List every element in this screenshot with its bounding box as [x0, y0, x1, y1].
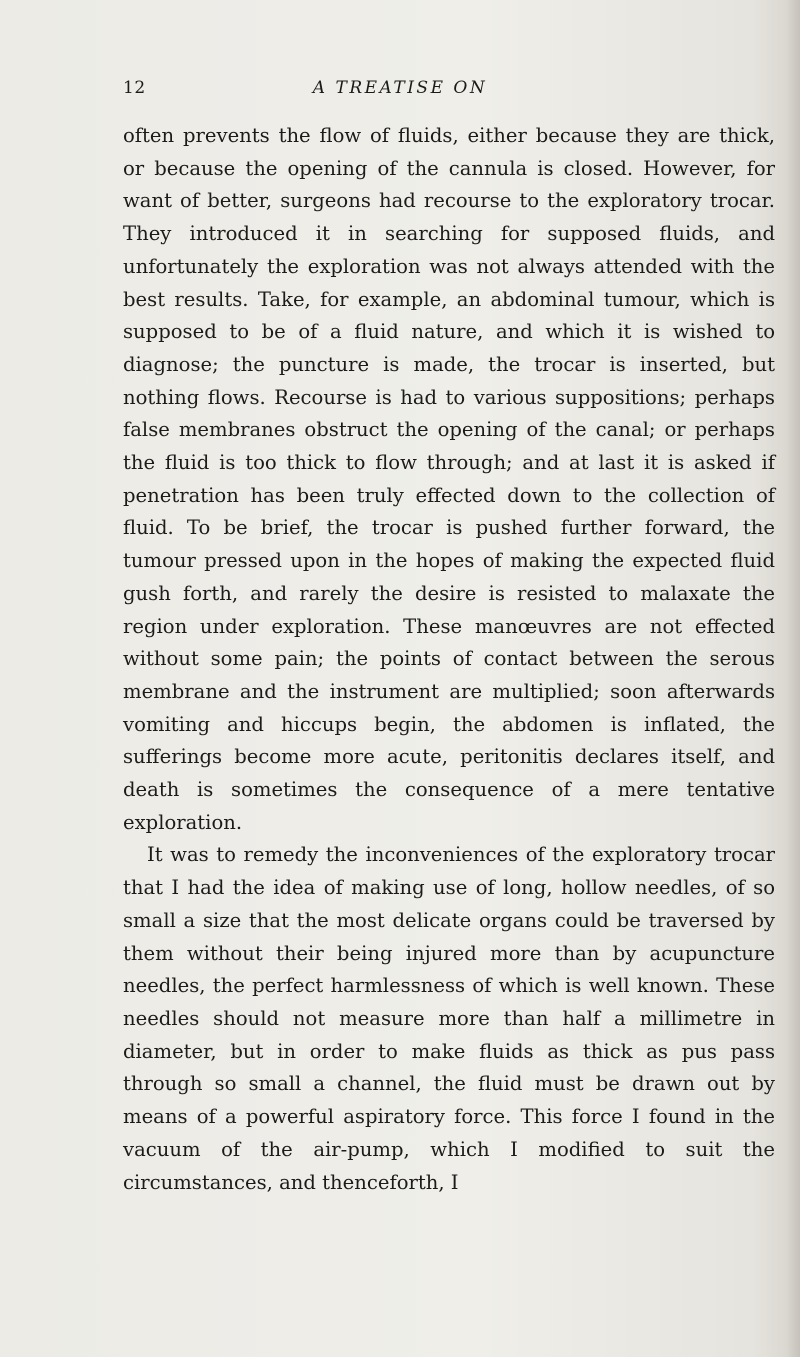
- body-text: [123, 120, 775, 1199]
- page-number: 12: [123, 78, 146, 98]
- paragraph-needles: It was to remedy the inconveniences of the exploratory trocar that I had the idea of making use of long, hollow needles, of so small a size that the most delicate organs could be traversed by them without their being injured more than by acupuncture needles, the perfect harmlessness of which is well known. These needles should not measure more than half a millimetre in diameter, but in order to make fluids as thick as pus pass through so small a channel, the fluid must be drawn out by means of a powerful aspiratory force. This force I found in the vacuum of the air-pump, which I modified to suit the circumstances, and thenceforth, I: [123, 843, 775, 1194]
- page-edge-shadow: [786, 0, 800, 1357]
- running-head: A TREATISE ON: [312, 78, 488, 98]
- paragraph-continued: often prevents the flow of fluids, either because they are thick, or because the opening of the cannula is closed. However, for want of better, surgeons had recourse to the exploratory trocar. They introduced it in searching for supposed fluids, and unfortunately the exploration was not always attended with the best results. Take, for example, an abdominal tumour, which is supposed to be of a fluid nature, and which it is wished to diagnose; the puncture is made, the trocar is inserted, but nothing flows. Recourse is had to various suppositions; perhaps false membranes obstruct the opening of the canal; or perhaps the fluid is too thick to flow through; and at last it is asked if penetration has been truly effected down to the collection of fluid. To be brief, the trocar is pushed further forward, the tumour pressed upon in the hopes of making the expected fluid gush forth, and rarely the desire is resisted to malaxate the region under exploration. These manœuvres are not effected without some pain; the points of contact between the serous membrane and the instrument are multiplied; soon afterwards vomiting and hiccups begin, the abdomen is inflated, the sufferings become more acute, peritonitis declares itself, and death is sometimes the consequence of a mere tentative exploration.: [123, 124, 775, 834]
